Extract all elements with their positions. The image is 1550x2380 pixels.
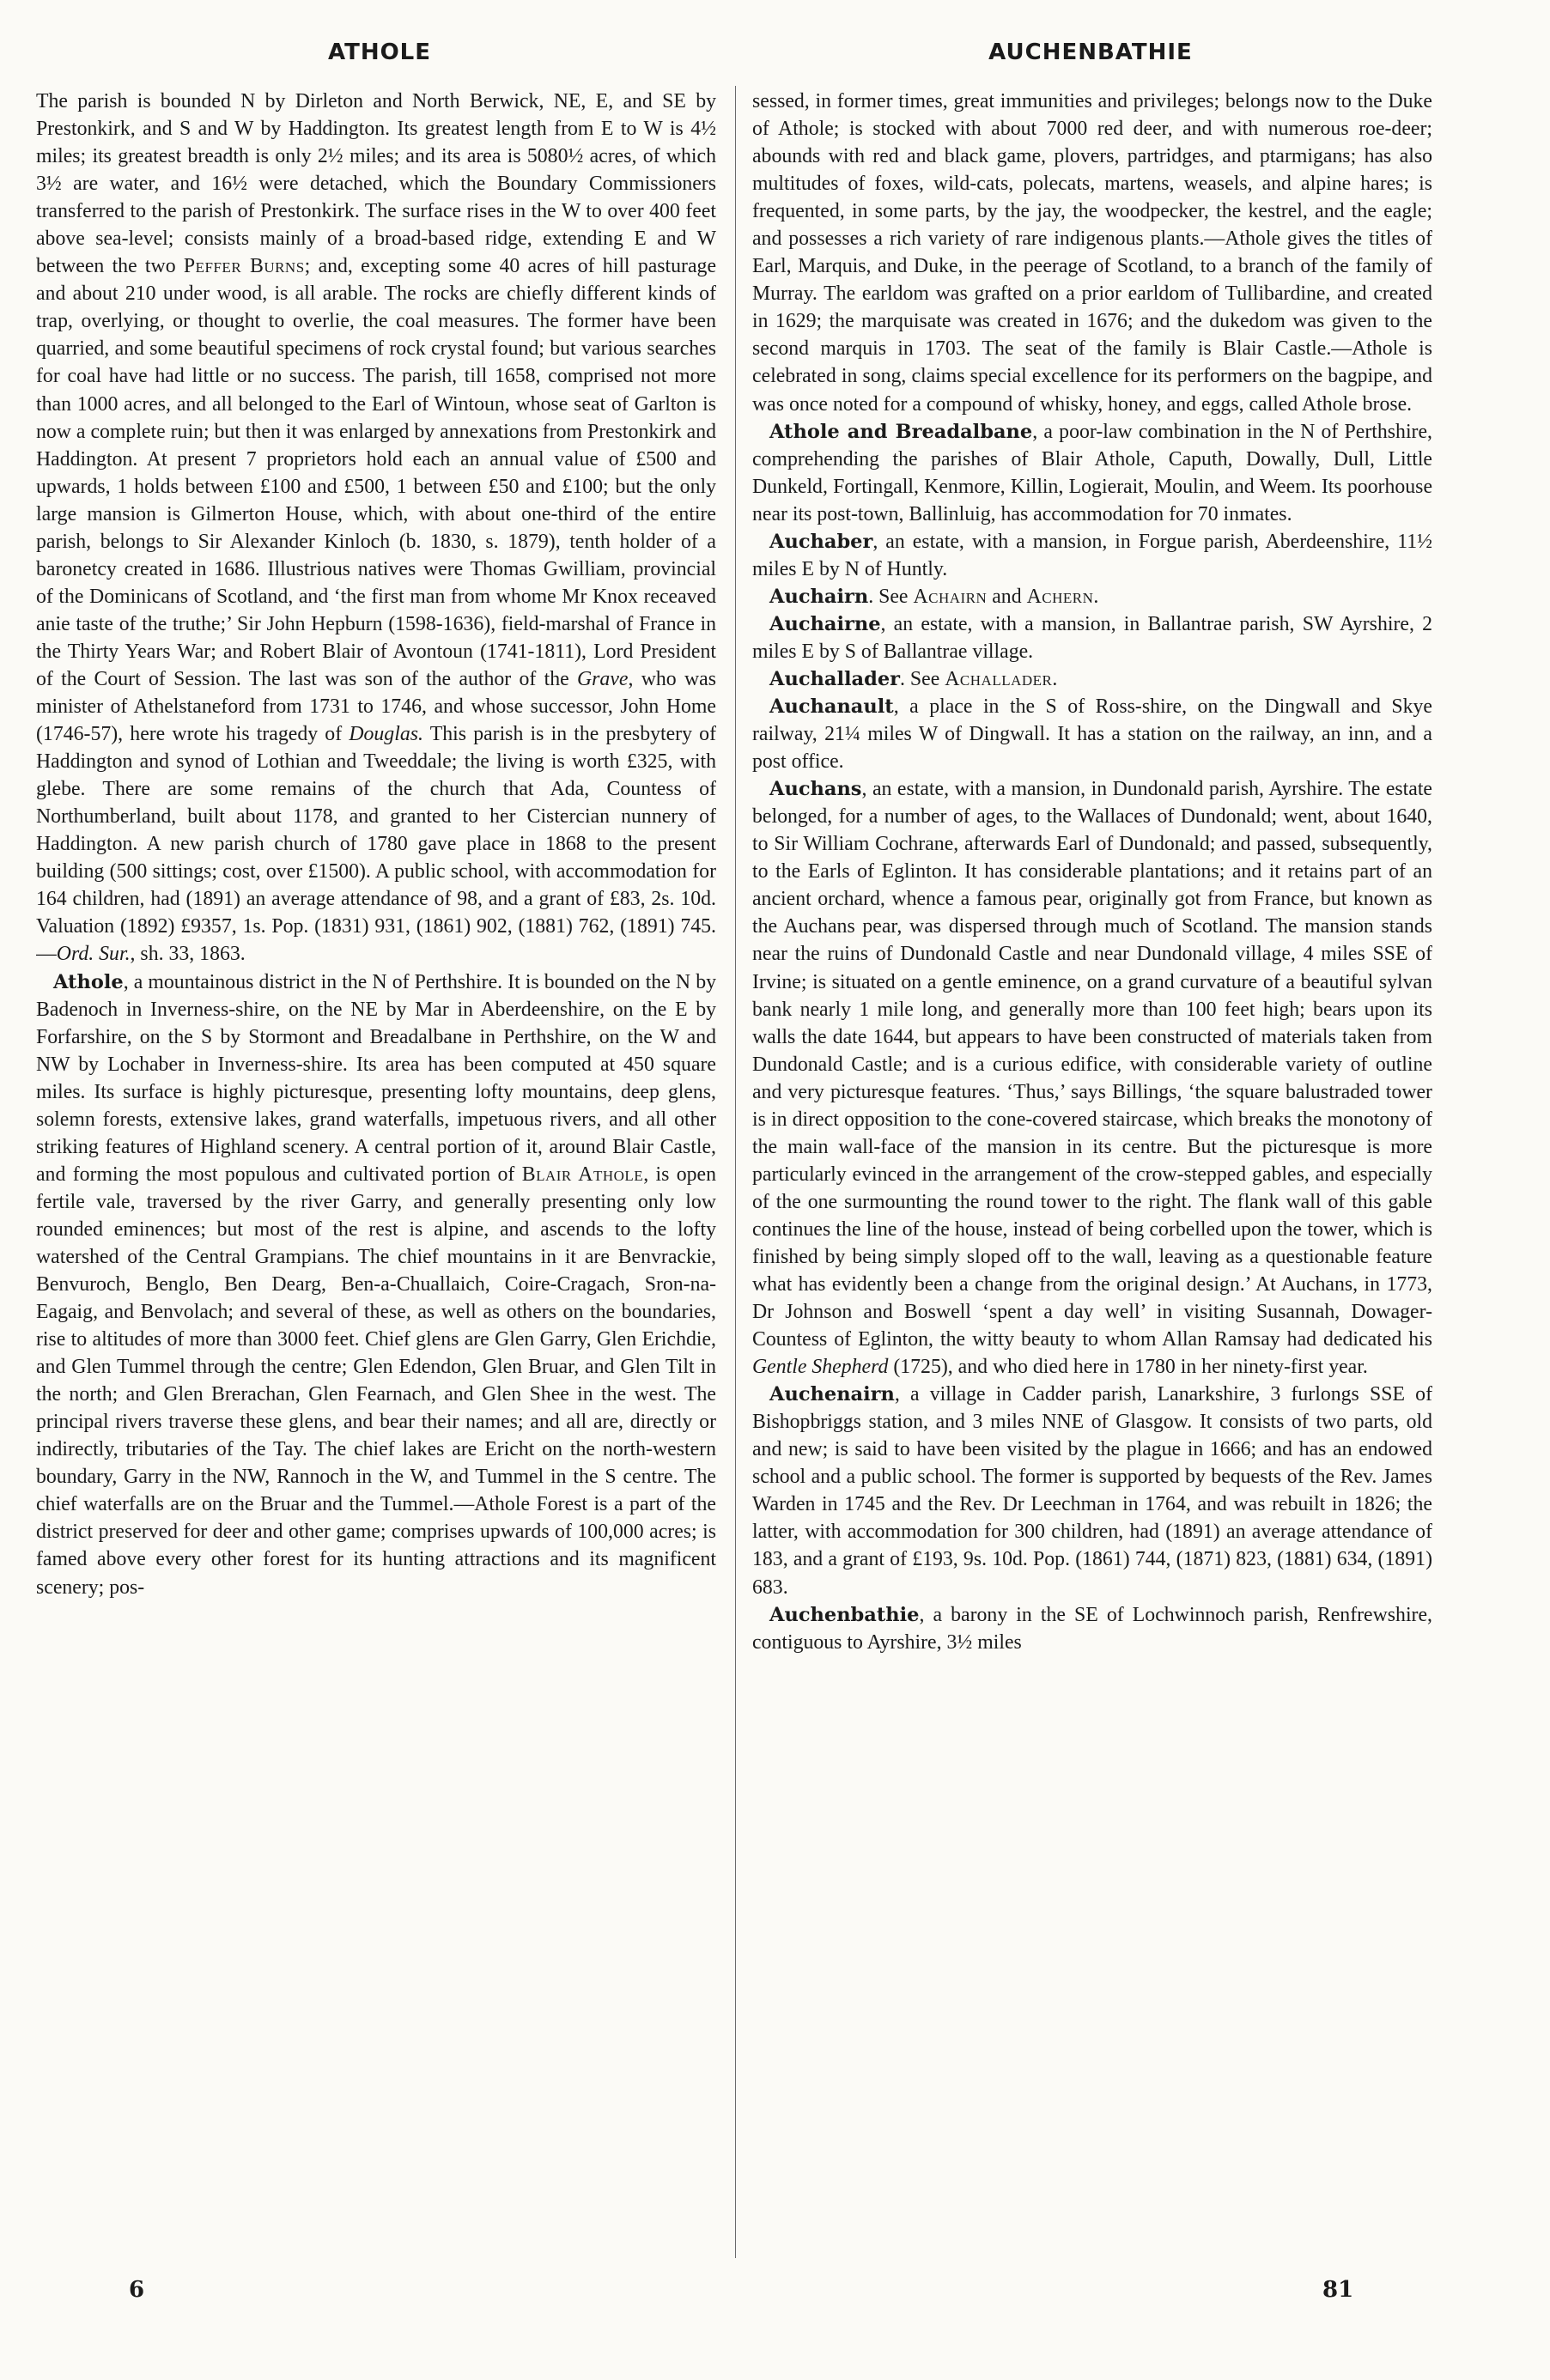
headword: Auchenbathie (769, 1603, 920, 1626)
entry-text: , a poor-law combination in the N of Perthshire, comprehending the parishes of Blair Athole, Caputh, Dowally, Dull, Little Dunkeld, Fortingall, Kenmore, Killin, Logierait, Moulin, and Weem. Its poorhouse near its post-town, Ballinluig, has accommodation for 70 inmates. (752, 420, 1432, 525)
entry-text: , an estate, with a mansion, in Dundonald parish, Ayrshire. The estate belonged, for a number of ages, to the Wallaces of Dundonald; went, about 1640, to Sir William Cochrane, afterwards Earl of Dundonald; and passed, subsequently, to the Earls of Eglinton. It has considerable plantations; and it retains part of an ancient orchard, whence a famous pear, originally got from France, but known as the Auchans pear, was dispersed through much of Scotland. The mansion stands near the ruins of Dundonald Castle and near Dundonald village, 4 miles SSE of Irvine; is situated on a gentle eminence, on a grand curvature of a beautiful sylvan bank nearly 1 mile long, and generally more than 100 feet high; bears upon its walls the date 1644, but appears to have been constructed of materials taken from Dundonald Castle; and is a curious edifice, with considerable variety of outline and very picturesque features. ‘Thus,’ says Billings, ‘the square balustraded tower is in direct opposition to the cone-covered staircase, which breaks the monotony of the main wall-face of the mansion in its centre. But the picturesque is more particularly evinced in the arrangement of the crow-stepped gables, and especially of the one surmounting the round tower to the right. The flank wall of this gable continues the line of the house, instead of being corbelled upon the tower, which is finished by being simply sloped off to the wall, leaving as a questionable feature what has evidently been a change from the original design.’ At Auchans, in 1773, Dr Johnson and Boswell ‘spent a day well’ in visiting Susannah, Dowager-Countess of Eglinton, the witty beauty to whom Allan Ramsay had dedicated his (752, 778, 1432, 1351)
small-caps-ref: Blair Athole (521, 1163, 644, 1186)
entry-text: . (1093, 585, 1099, 608)
running-head-right: AUCHENBATHIE (988, 39, 1193, 65)
entry-auchenairn (752, 1381, 1432, 1600)
entry-athole-continued: sessed, in former times, great immunities and privileges; belongs now to the Duke of Athole; is stocked with about 7000 red deer, and with numerous roe-deer; abounds with red and black game, plovers, partridges, and ptarmigans; has also multitudes of foxes, wild-cats, polecats, martens, weasels, and alpine hares; is frequented, in some parts, by the jay, the woodpecker, the kestrel, and the eagle; and possesses a rich variety of rare indigenous plants.—Athole gives the titles of Earl, Marquis, and Duke, in the peerage of Scotland, to a branch of the family of Murray. The earldom was grafted on a prior earldom of Tullibardine, and created in 1629; the marquisate was created in 1676; and the dukedom was given to the second marquis in 1703. The seat of the family is Blair Castle.—Athole is celebrated in song, claims special excellence for its performers on the bagpipe, and was once noted for a compound of whisky, honey, and eggs, called Athole brose. (752, 90, 1432, 416)
entry-text: , a place in the S of Ross-shire, on the Dingwall and Skye railway, 21¼ miles W of Dingwall. It has a station on the railway, an inn, and a post office. (752, 695, 1432, 774)
small-caps-ref: Achairn (913, 585, 988, 608)
entry-text: and (987, 585, 1027, 608)
headword: Auchairn (769, 585, 869, 608)
entry-text: ; and, excepting some 40 acres of hill pasturage and about 210 under wood, is all arable. The rocks are chiefly different kinds of trap, overlying, or thought to overlie, the coal measures. The former have been quarried, and some beautiful specimens of rock crystal found; but various searches for coal have had little or no success. The parish, till 1658, comprised not more than 1000 acres, and all belonged to the Earl of Wintoun, whose seat of Garlton is now a complete ruin; but then it was enlarged by annexations from Prestonkirk and Haddington. At present 7 proprietors hold each an annual value of £500 and upwards, 1 holds between £100 and £500, 1 between £50 and £100; but the only large mansion is Gilmerton House, which, with about one-third of the entire parish, belongs to Sir Alexander Kinloch (b. 1830, s. 1879), tenth holder of a baronetcy created in 1686. Illustrious natives were Thomas Gwilliam, provincial of the Dominicans of Scotland, and ‘the first man from whome Mr Knox receaved anie taste of the truthe;’ Sir John Hepburn (1598-1636), field-marshal of France in the Thirty Years War; and Robert Blair of Avontoun (1741-1811), Lord President of the Court of Session. The last was son of the author of the (36, 255, 716, 690)
italic-abbrev: Ord. Sur. (56, 943, 131, 966)
entry-auchanault (752, 693, 1432, 775)
headword: Athole (53, 970, 124, 993)
page-number: 81 (1322, 2277, 1354, 2303)
headword: Auchanault (769, 695, 894, 719)
entry-text: , a barony in the SE of Lochwinnoch parish, Renfrewshire, contiguous to Ayrshire, 3½ miles (752, 1603, 1432, 1654)
headword: Auchallader (769, 667, 901, 690)
entry-athelstaneford-continued (36, 88, 716, 968)
entry-text: , sh. 33, 1863. (130, 943, 246, 966)
headword: Auchaber (769, 530, 873, 553)
entry-text: , an estate, with a mansion, in Ballantrae parish, SW Ayrshire, 2 miles E by S of Ballantrae village. (752, 612, 1432, 663)
entry-auchallader (752, 665, 1432, 693)
entry-text: The parish is bounded N by Dirleton and North Berwick, NE, E, and SE by Prestonkirk, and S and W by Haddington. Its greatest length from E to W is 4½ miles; its greatest breadth is only 2½ miles; and its area is 5080½ acres, of which 3½ are water, and 16½ were detached, which the Boundary Commissioners transferred to the parish of Prestonkirk. The surface rises in the W to over 400 feet above sea-level; consists mainly of a broad-based ridge, extending E and W between the two (36, 90, 716, 278)
small-caps-ref: Achern (1026, 585, 1094, 608)
entry-text: , who was minister of Athelstaneford from 1731 to 1746, and whose successor, John Home (1746-57), here wrote his tragedy of (36, 667, 716, 746)
italic-title: Douglas. (349, 723, 423, 746)
entry-text: (1725), and who died here in 1780 in her ninety-first year. (888, 1356, 1368, 1379)
entry-text: . (1052, 667, 1058, 690)
signature-mark: 6 (129, 2277, 145, 2303)
column-divider (735, 86, 736, 2258)
headword: Athole and Breadalbane (769, 420, 1033, 443)
italic-title: Gentle Shepherd (752, 1356, 889, 1379)
headword: Auchairne (769, 612, 881, 635)
small-caps-ref: Peffer Burns (183, 255, 305, 278)
entry-text: , a village in Cadder parish, Lanarkshire, 3 furlongs SSE of Bishopbriggs station, and 3 miles NNE of Glasgow. It consists of two parts, old and new; is said to have been visited by the plague in 1666; and has an endowed school and a public school. The former is supported by bequests of the Rev. James Warden in 1745 and the Rev. Dr Leechman in 1764, and was rebuilt in 1826; the latter, with accommodation for 300 children, had (1891) an average attendance of 183, and a grant of £193, 9s. 10d. Pop. (1861) 744, (1871) 823, (1881) 634, (1891) 683. (752, 1383, 1432, 1599)
left-column (36, 88, 716, 2268)
entry-text: , is open fertile vale, traversed by the river Garry, and generally presenting only low rounded eminences; but most of the rest is alpine, and ascends to the lofty watershed of the Central Grampians. The chief mountains in it are Benvrackie, Benvuroch, Benglo, Ben Dearg, Ben-a-Chuallaich, Coire-Cragach, Sron-na-Eagaig, and Benvolach; and several of these, as well as others on the boundaries, rise to altitudes of more than 3000 feet. Chief glens are Glen Garry, Glen Erichdie, and Glen Tummel through the centre; Glen Edendon, Glen Bruar, and Glen Tilt in the north; and Glen Brerachan, Glen Fearnach, and Glen Shee in the west. The principal rivers traverse these glens, and bear their names; and all are, directly or indirectly, tributaries of the Tay. The chief lakes are Ericht on the north-western boundary, Garry in the NW, Rannoch in the W, and Tummel in the S centre. The chief waterfalls are on the Bruar and the Tummel.—Athole Forest is a part of the district preserved for deer and other game; comprises upwards of 100,000 acres; is famed above every other forest for its hunting attractions and its magnificent scenery; pos- (36, 1163, 716, 1599)
headword: Auchenairn (769, 1383, 895, 1406)
entry-auchaber (752, 528, 1432, 583)
entry-text: , an estate, with a mansion, in Forgue parish, Aberdeenshire, 11½ miles E by N of Huntly. (752, 530, 1432, 580)
entry-athole (36, 968, 716, 1601)
entry-auchenbathie (752, 1601, 1432, 1656)
entry-text: , a mountainous district in the N of Perthshire. It is bounded on the N by Badenoch in Inverness-shire, on the NE by Mar in Aberdeenshire, on the E by Forfarshire, on the S by Stormont and Breadalbane in Perthshire, on the W and NW by Lochaber in Inverness-shire. Its area has been computed at 450 square miles. Its surface is highly picturesque, presenting lofty mountains, deep glens, solemn forests, extensive lakes, grand waterfalls, impetuous rivers, and all other striking features of Highland scenery. A central portion of it, around Blair Castle, and forming the most populous and cultivated portion of (36, 970, 716, 1186)
entry-text: . See (900, 667, 945, 690)
entry-auchairne (752, 610, 1432, 665)
entry-text: This parish is in the presbytery of Haddington and synod of Lothian and Tweeddale; the living is worth £325, with glebe. There are some remains of the church that Ada, Countess of Northumberland, built about 1178, and granted to her Cistercian nunnery of Haddington. A new parish church of 1780 gave place in 1868 to the present building (500 sittings; cost, over £1500). A public school, with accommodation for 164 children, had (1891) an average attendance of 98, and a grant of £83, 2s. 10d. Valuation (1892) £9357, 1s. Pop. (1831) 931, (1861) 902, (1881) 762, (1891) 745.— (36, 723, 716, 966)
entry-auchairn (752, 583, 1432, 610)
right-column (752, 88, 1432, 2268)
small-caps-ref: Achallader (945, 667, 1053, 690)
headword: Auchans (769, 778, 862, 801)
entry-athole-and-breadalbane (752, 418, 1432, 528)
entry-text: . See (868, 585, 914, 608)
running-head-left: ATHOLE (327, 39, 432, 65)
italic-title: Grave (576, 667, 629, 690)
entry-auchans (752, 775, 1432, 1381)
